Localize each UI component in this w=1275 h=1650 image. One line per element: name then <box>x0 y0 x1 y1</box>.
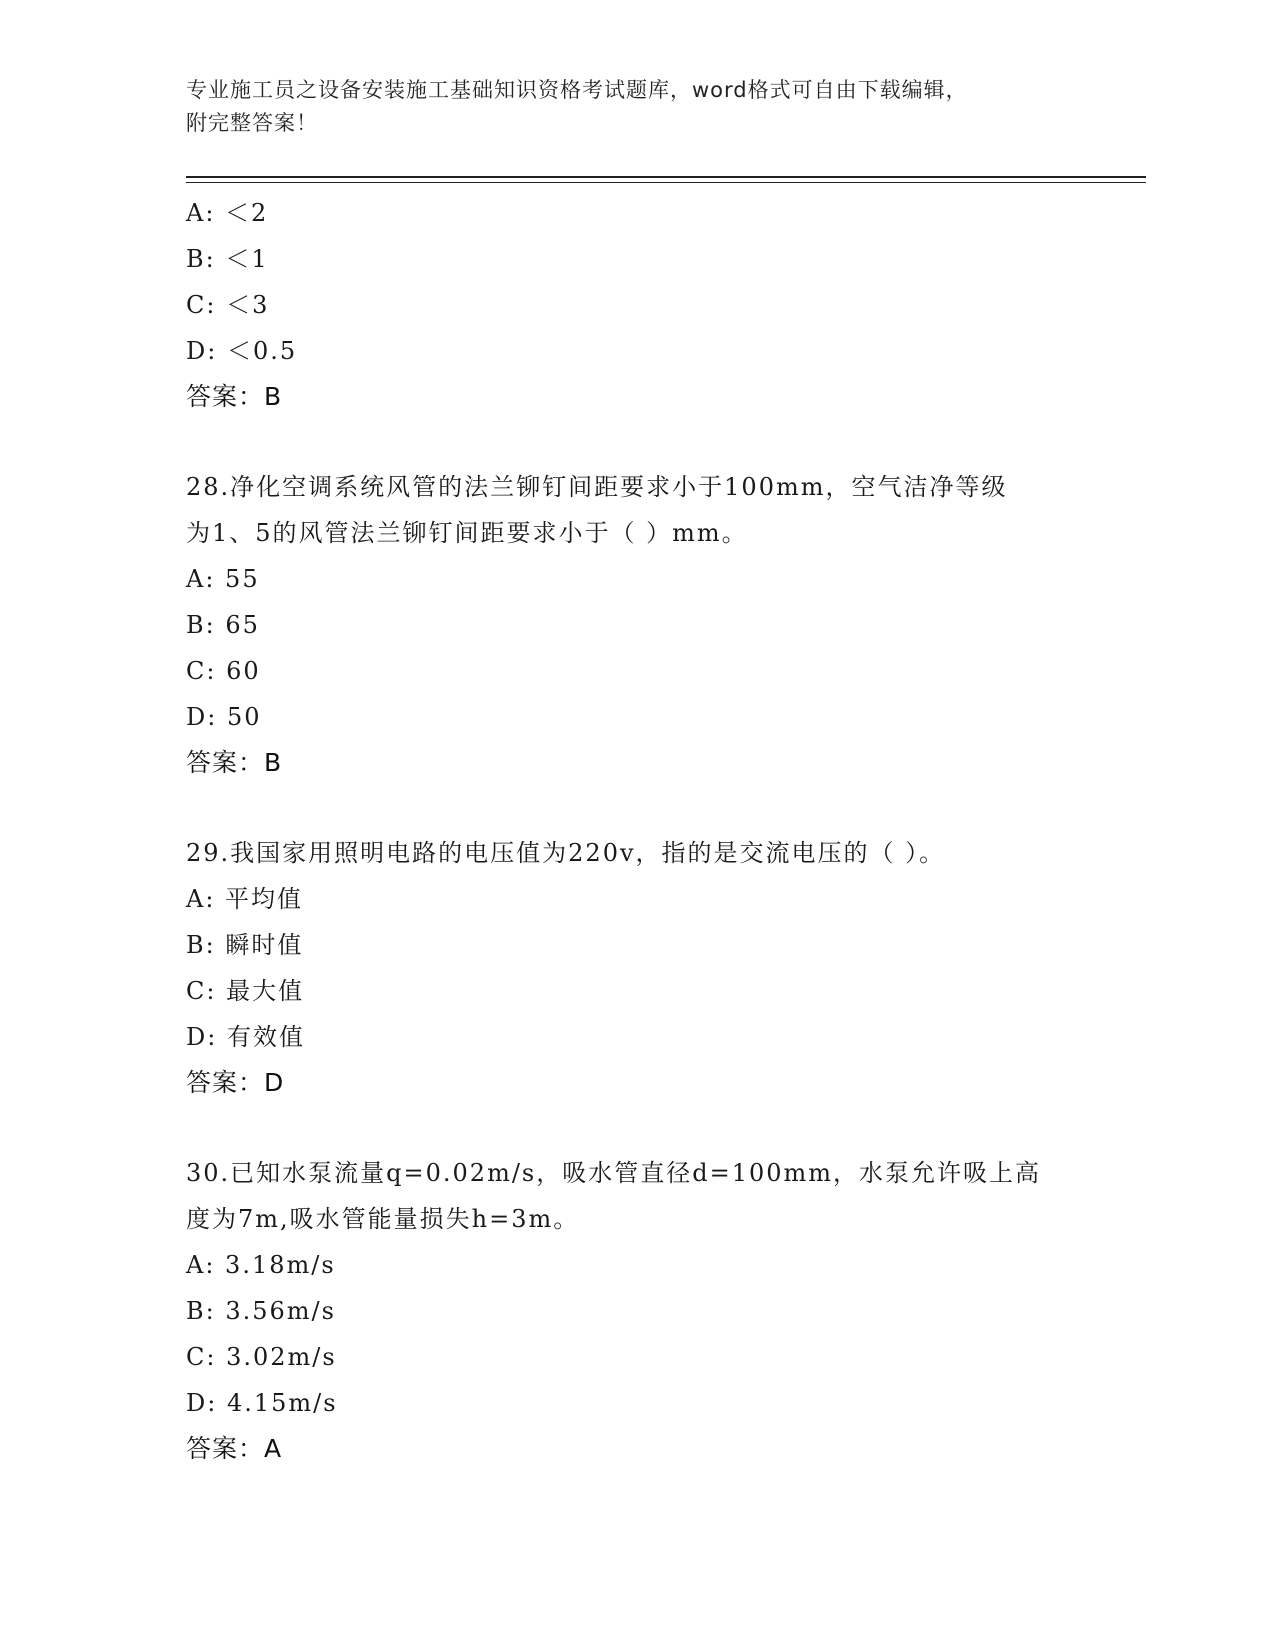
spacer <box>186 786 1066 830</box>
option-a: A: 55 <box>186 565 260 593</box>
question-30 <box>186 1150 1066 1472</box>
option-a: A: ＜2 <box>186 199 269 227</box>
question-text-line-2: 度为7m,吸水管能量损失h=3m。 <box>186 1205 580 1233</box>
answer: 答案：B <box>186 382 283 411</box>
option-b: B: 3.56m/s <box>186 1297 336 1325</box>
option-b: B: 瞬时值 <box>186 931 304 959</box>
option-d: D: 有效值 <box>186 1023 305 1051</box>
option-b: B: 65 <box>186 611 260 639</box>
option-c: C: 最大值 <box>186 977 305 1005</box>
option-a: A: 3.18m/s <box>186 1251 336 1279</box>
question-29 <box>186 830 1066 1106</box>
spacer <box>186 420 1066 464</box>
spacer <box>186 1106 1066 1150</box>
question-text-line-2: 为1、5的风管法兰铆钉间距要求小于（ ）mm。 <box>186 519 748 547</box>
answer: 答案：D <box>186 1068 285 1097</box>
header-line-1: 专业施工员之设备安装施工基础知识资格考试题库，word格式可自由下载编辑， <box>186 78 968 102</box>
question-28 <box>186 464 1066 786</box>
question-list <box>186 190 1066 1472</box>
question-text-line-1: 30.已知水泵流量q=0.02m/s，吸水管直径d=100mm，水泵允许吸上高 <box>186 1159 1042 1187</box>
answer: 答案：B <box>186 748 283 777</box>
header-rule-thick <box>186 176 1146 178</box>
option-b: B: ＜1 <box>186 245 269 273</box>
header-line-2: 附完整答案！ <box>186 111 318 135</box>
question-text-line-1: 28.净化空调系统风管的法兰铆钉间距要求小于100mm，空气洁净等级 <box>186 473 1008 501</box>
option-c: C: ＜3 <box>186 291 270 319</box>
option-d: D: ＜0.5 <box>186 337 298 365</box>
answer: 答案：A <box>186 1434 283 1463</box>
option-c: C: 3.02m/s <box>186 1343 337 1371</box>
question-text-line-1: 29.我国家用照明电路的电压值为220v，指的是交流电压的（ ）。 <box>186 839 946 867</box>
option-d: D: 50 <box>186 703 262 731</box>
option-a: A: 平均值 <box>186 885 304 913</box>
document-header <box>186 74 1086 140</box>
question-27 <box>186 190 1066 420</box>
option-d: D: 4.15m/s <box>186 1389 338 1417</box>
header-rule-thin <box>186 182 1146 183</box>
option-c: C: 60 <box>186 657 261 685</box>
